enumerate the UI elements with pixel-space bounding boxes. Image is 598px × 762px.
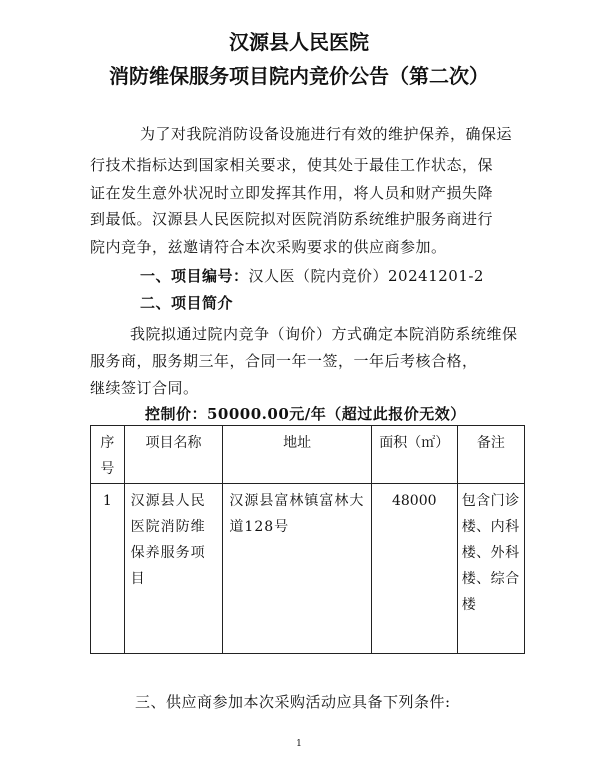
intro-line-5: 院内竞争，兹邀请符合本次采购要求的供应商参加。 — [90, 238, 447, 256]
intro-line-1: 为了对我院消防设备设施进行有效的维护保养，确保运 — [140, 125, 513, 143]
document-title-notice: 消防维保服务项目院内竞价公告（第二次） — [109, 64, 489, 88]
table-header-row — [91, 426, 525, 484]
header-serial-line-2: 号 — [100, 461, 115, 477]
section-project-intro-heading: 二、项目简介 — [140, 294, 234, 312]
document-title-hospital: 汉源县人民医院 — [229, 30, 369, 54]
cell-address: 汉源县富林镇富林大道128号 — [223, 484, 371, 654]
project-intro-line-2: 服务商，服务期三年，合同一年一签，一年后考核合格， — [90, 352, 478, 370]
intro-line-2: 行技术指标达到国家相关要求，使其处于最佳工作状态，保 — [90, 156, 494, 174]
header-area: 面积（㎡） — [371, 426, 457, 484]
cell-serial-number: 1 — [91, 484, 125, 654]
intro-line-3: 证在发生意外状况时立即发挥其作用，将人员和财产损失降 — [90, 184, 494, 202]
project-table — [90, 425, 525, 654]
section-project-number — [140, 266, 520, 286]
section-project-number-label: 一、项目编号： — [140, 267, 249, 285]
section-supplier-conditions: 三、供应商参加本次采购活动应具备下列条件: — [135, 693, 451, 711]
cell-project-name: 汉源县人民医院消防维保养服务项目 — [124, 484, 223, 654]
header-address: 地址 — [223, 426, 371, 484]
cell-note: 包含门诊楼、内科楼、外科楼、综合楼 — [457, 484, 524, 654]
intro-line-4: 到最低。汉源县人民医院拟对医院消防系统维护服务商进行 — [90, 210, 494, 228]
header-serial-line-1: 序 — [100, 435, 115, 451]
table-row — [91, 484, 525, 654]
header-note: 备注 — [457, 426, 524, 484]
section-project-number-value: 汉人医（院内竞价）20241201-2 — [248, 267, 484, 285]
control-price-line: 控制价：50000.00元/年（超过此报价无效） — [145, 405, 466, 423]
project-intro-line-3: 继续签订合同。 — [90, 379, 199, 397]
project-intro-line-1: 我院拟通过院内竞争（询价）方式确定本院消防系统维保 — [130, 325, 518, 343]
page-number: 1 — [296, 739, 302, 749]
header-serial-number — [91, 426, 125, 484]
header-project-name: 项目名称 — [124, 426, 223, 484]
cell-area: 48000 — [371, 484, 457, 654]
